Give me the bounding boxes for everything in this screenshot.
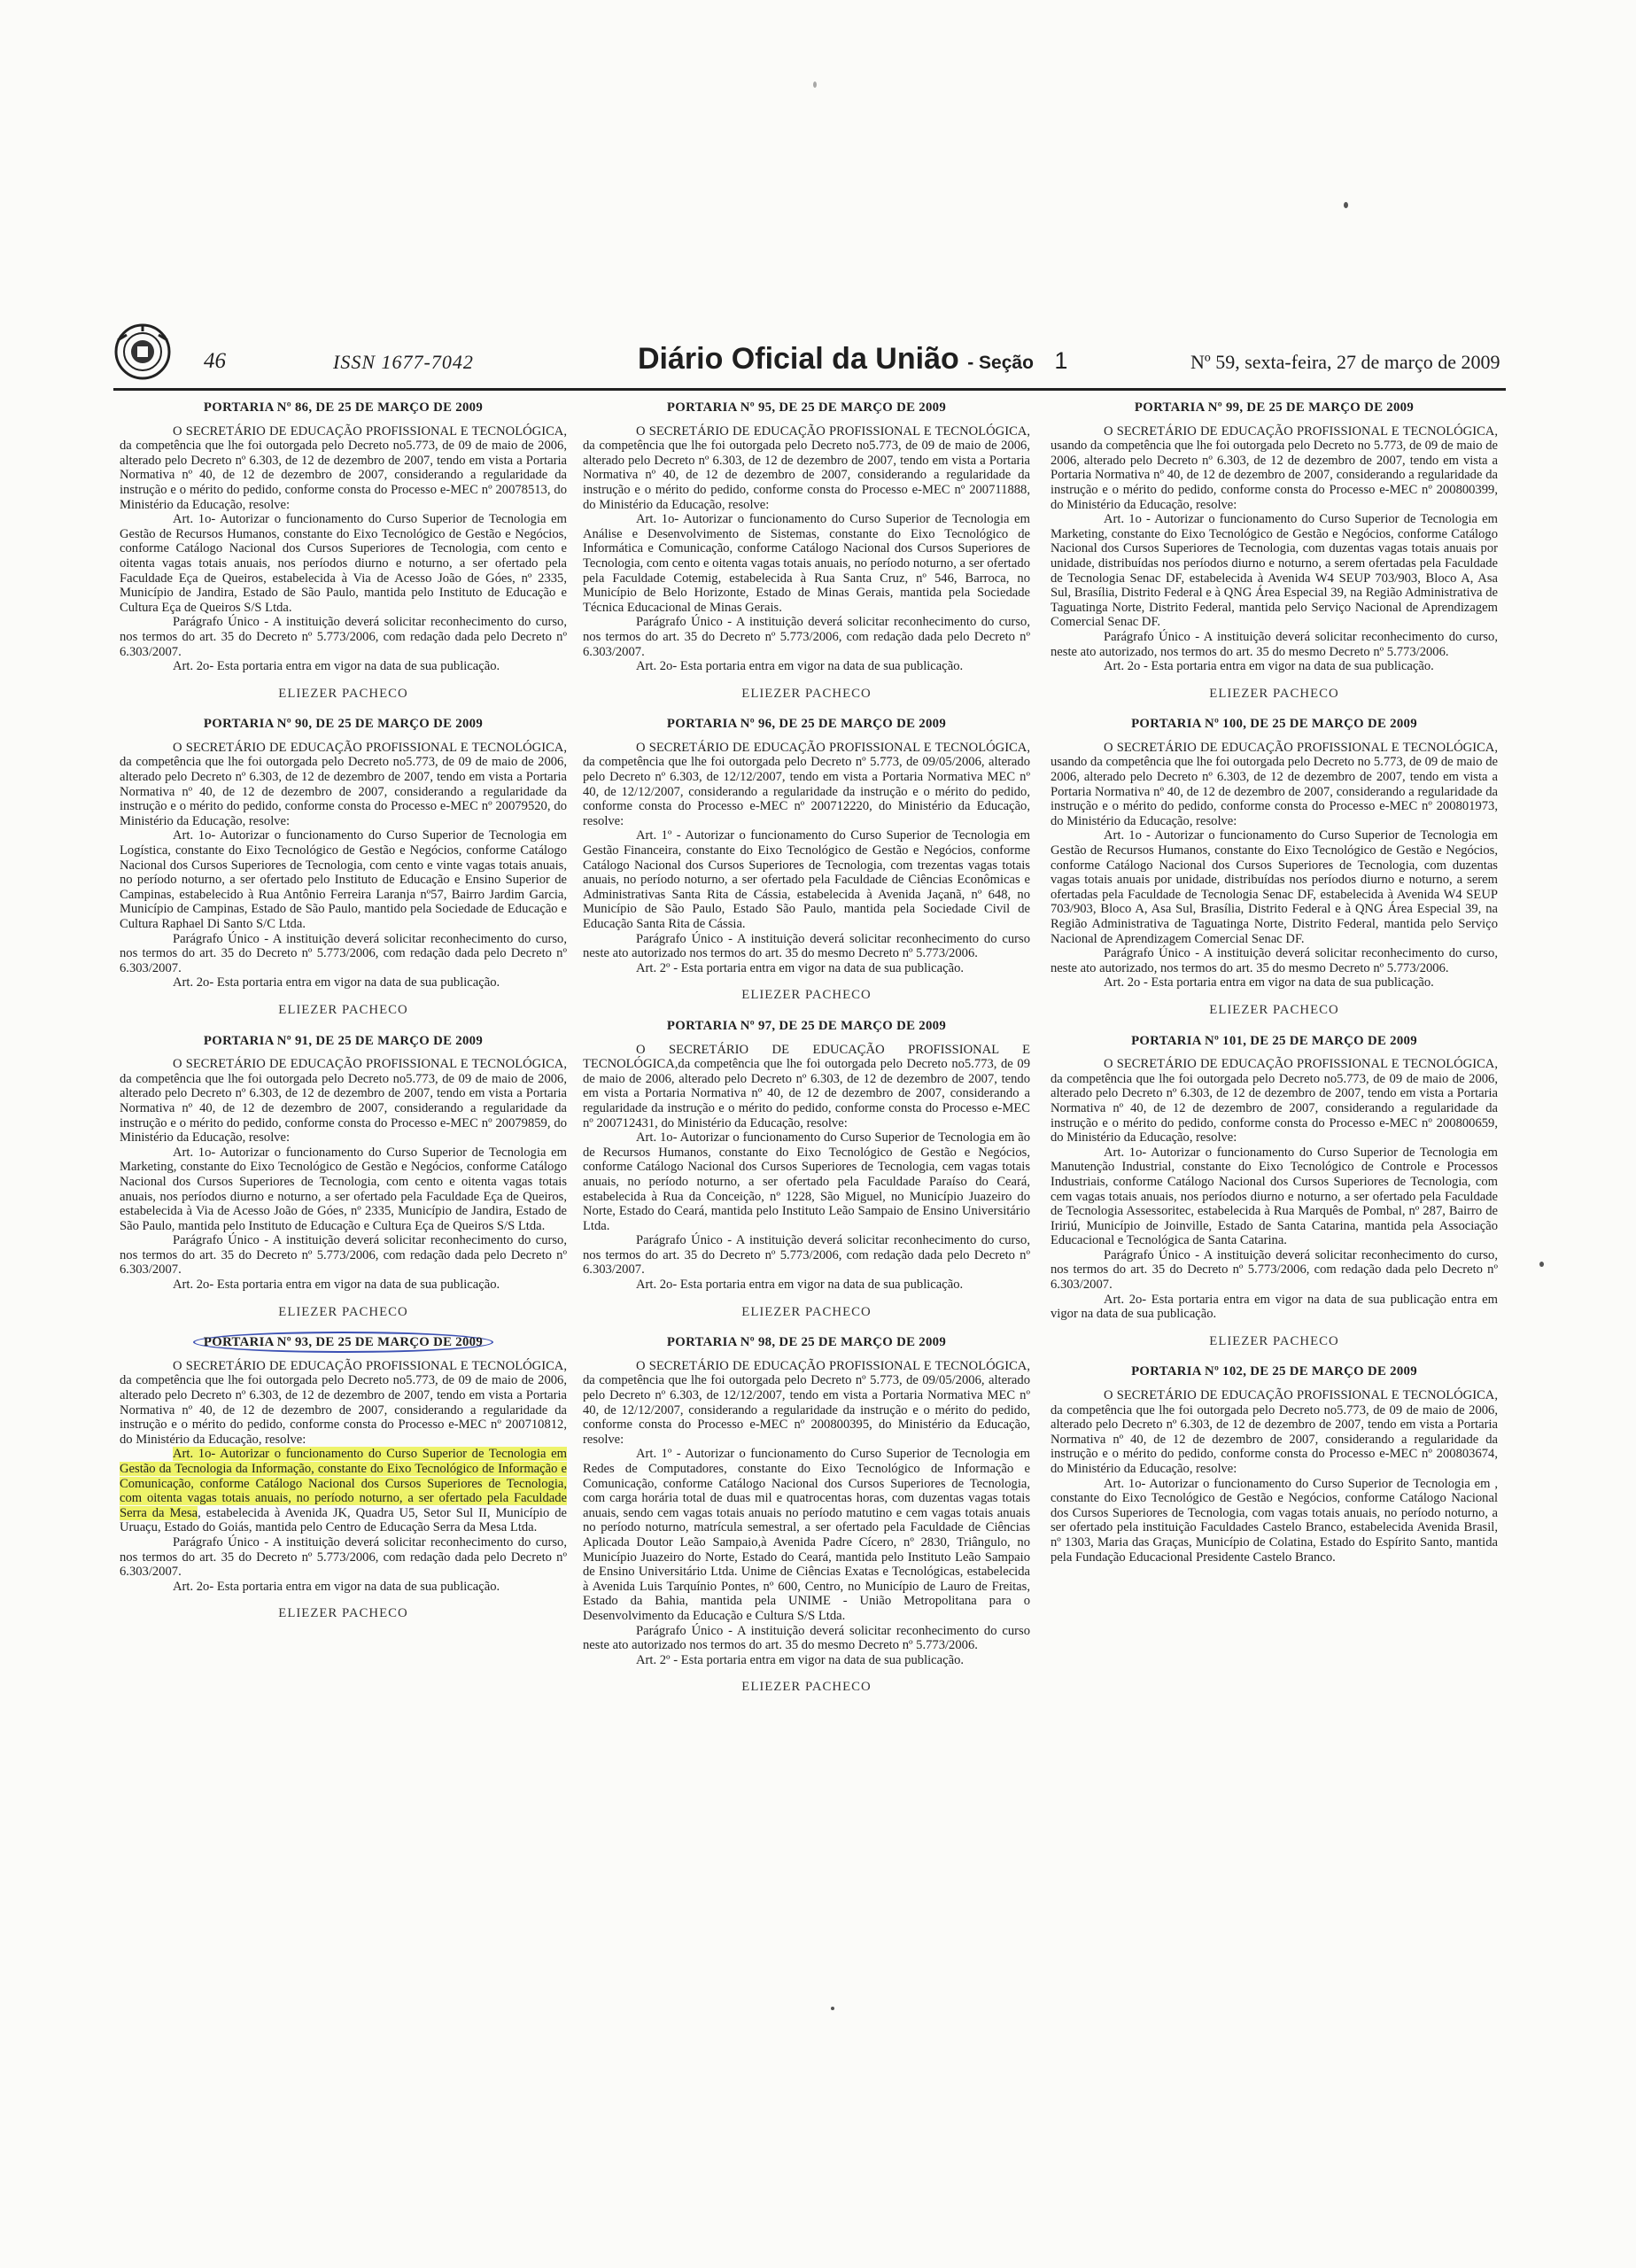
portaria-paragraph: Parágrafo Único - A instituição deverá solicitar reconhecimento do curso neste ato autorizado nos termos do art. 35 do mesmo Decreto nº 5.773/2006. bbox=[583, 1623, 1030, 1653]
portaria-99 bbox=[1051, 400, 1498, 701]
portaria-title: PORTARIA Nº 101, DE 25 DE MARÇO DE 2009 bbox=[1131, 1033, 1417, 1048]
portaria-102 bbox=[1051, 1364, 1498, 1565]
portaria-signature: ELIEZER PACHECO bbox=[1209, 686, 1339, 701]
portaria-article-1: Art. 1º - Autorizar o funcionamento do Curso Superior de Tecnologia em Redes de Computadores, constante do Eixo Tecnológico de Informação e Comunicação, conforme Catálogo Nacional dos Cursos Superiores de Tecnologia, com carga horária total de duas mil e quatrocentas horas, com duzentas vagas totais anuais, sendo cem vagas totais anuais no período matutino e cem vagas totais anuais no período noturno, matrícula semestral, a ser ofertado pela Faculdade de Ciências Aplicada Doutor Leão Sampaio,à Avenida Padre Cícero, nº 2830, Triângulo, no Município Juazeiro do Norte, Estado do Ceará, mantida pelo Instituto Leão Sampaio de Ensino Universitário Ltda. Unime de Ciências Exatas e Tecnológicas, estabelecida à Avenida Luis Tarquínio Pontes, nº 600, Centro, no Município de Lauro de Freitas, Estado da Bahia, mantida pela UNIME - União Metropolitana para o Desenvolvimento da Educação e Cultura S/S Ltda. bbox=[583, 1447, 1030, 1623]
portaria-96 bbox=[583, 717, 1030, 1003]
portaria-title: PORTARIA Nº 98, DE 25 DE MARÇO DE 2009 bbox=[666, 1335, 947, 1350]
portaria-article-1: Art. 1o - Autorizar o funcionamento do Curso Superior de Tecnologia em Marketing, constante do Eixo Tecnológico de Gestão e Negócios, conforme Catálogo Nacional dos Cursos Superiores de Tecnologia, com duzentas vagas totais anuais por unidade, distribuídas nos períodos diurno e noturno, a serem ofertadas pela Faculdade de Tecnologia Senac DF, estabelecida à Avenida W4 SEUP 703/903, Bloco A, Asa Sul, Brasília, Distrito Federal e à QNG Área Especial 39, na Região Administrativa de Taguatinga Norte, Distrito Federal, mantida pelo Serviço Nacional de Aprendizagem Comercial Senac DF. bbox=[1051, 512, 1498, 630]
portaria-article-1: Art. 1o- Autorizar o funcionamento do Curso Superior de Tecnologia em Análise e Desenvolvimento de Sistemas, constante do Eixo Tecnológico de Informática e Comunicação, conforme Catálogo Nacional dos Cursos Superiores de Tecnologia, com cento e oitenta vagas totais anuais, no período noturno, a ser ofertado pela Faculdade Cotemig, estabelecida à Rua Santa Cruz, nº 546, Barroca, no Município de Belo Horizonte, Estado de Minas Gerais, mantida pela Sociedade Técnica Educacional de Minas Gerais. bbox=[583, 512, 1030, 615]
portaria-signature: ELIEZER PACHECO bbox=[741, 1680, 872, 1695]
portaria-paragraph: Parágrafo Único - A instituição deverá solicitar reconhecimento do curso, nos termos do art. 35 do Decreto nº 5.773/2006, com redação dada pelo Decreto nº 6.303/2007. bbox=[1051, 1247, 1498, 1293]
portaria-signature: ELIEZER PACHECO bbox=[278, 1304, 408, 1319]
portaria-93 bbox=[120, 1335, 567, 1621]
circled-title-text: PORTARIA Nº 93, DE 25 DE MARÇO DE 2009 bbox=[193, 1332, 493, 1353]
portaria-title: PORTARIA Nº 96, DE 25 DE MARÇO DE 2009 bbox=[666, 717, 947, 732]
portaria-signature: ELIEZER PACHECO bbox=[1209, 1002, 1339, 1017]
portaria-preamble: O SECRETÁRIO DE EDUCAÇÃO PROFISSIONAL E TECNOLÓGICA, da competência que lhe foi outorgada pelo Decreto nº 5.773, de 09/05/2006, alterado pelo Decreto nº 6.303, de 12/12/2007, tendo em vista a Portaria Normativa MEC nº 40, de 12/12/2007, considerando a regularidade da instrução e o mérito do pedido, conforme consta do Processo e-MEC nº 200712220, do Ministério da Educação, resolve: bbox=[583, 740, 1030, 828]
portaria-90 bbox=[120, 717, 567, 1017]
portaria-95 bbox=[583, 400, 1030, 701]
portaria-title: PORTARIA Nº 97, DE 25 DE MARÇO DE 2009 bbox=[666, 1018, 947, 1033]
portaria-article-1: Art. 1o- Autorizar o funcionamento do Curso Superior de Tecnologia em , constante do Eixo Tecnológico de Gestão e Negócios, conforme Catálogo Nacional dos Cursos Superiores de Tecnologia, com vagas totais anuais, no período noturno, a ser ofertado pela instituição Faculdades Castelo Branco, estabelecida Avenida Brasil, nº 1303, Maria das Graças, Município de Colatina, Estado do Espírito Santo, mantida pela Fundação Educacional Presidente Castelo Branco. bbox=[1051, 1476, 1498, 1565]
portaria-title: PORTARIA Nº 86, DE 25 DE MARÇO DE 2009 bbox=[203, 400, 484, 415]
portaria-signature: ELIEZER PACHECO bbox=[278, 1606, 408, 1621]
portaria-title: PORTARIA Nº 100, DE 25 DE MARÇO DE 2009 bbox=[1131, 717, 1417, 732]
portaria-signature: ELIEZER PACHECO bbox=[1209, 1333, 1339, 1348]
scan-artifact bbox=[1539, 1262, 1544, 1267]
portaria-paragraph: Parágrafo Único - A instituição deverá solicitar reconhecimento do curso, nos termos do art. 35 do Decreto nº 5.773/2006, com redação dada pelo Decreto nº 6.303/2007. bbox=[583, 1233, 1030, 1278]
scan-artifact bbox=[813, 82, 817, 88]
portaria-98 bbox=[583, 1335, 1030, 1695]
scan-artifact bbox=[1344, 202, 1348, 208]
portaria-article-2: Art. 2o- Esta portaria entra em vigor na data de sua publicação. bbox=[173, 1579, 500, 1594]
portaria-article-1: Art. 1o- Autorizar o funcionamento do Curso Superior de Tecnologia em Gestão de Recursos Humanos, constante do Eixo Tecnológico de Gestão e Negócios, conforme Catálogo Nacional dos Cursos Superiores de Tecnologia, com cento e oitenta vagas totais anuais, nos períodos diurno e noturno, a ser ofertado pela Faculdade Eça de Queiros, estabelecida à Via de Acesso João de Góes, nº 2335, Município de Jandira, Estado de São Paulo, mantida pelo Instituto de Educação e Cultura Eça de Queiros S/S Ltda. bbox=[120, 512, 567, 615]
column-1 bbox=[120, 400, 567, 1637]
portaria-paragraph: Parágrafo Único - A instituição deverá solicitar reconhecimento do curso, nos termos do art. 35 do Decreto nº 5.773/2006, com redação dada pelo Decreto nº 6.303/2007. bbox=[120, 931, 567, 975]
portaria-article-1: Art. 1o- Autorizar o funcionamento do Curso Superior de Tecnologia em Manutenção Industrial, constante do Eixo Tecnológico de Controle e Processos Industriais, conforme Catálogo Nacional dos Cursos Superiores de Tecnologia, com cem vagas totais anuais, nos períodos diurno e noturno, a ser ofertado pela Faculdade de Tecnologia Assessoritec, estabelecida à Rua Marquês de Pombal, nº 287, Bairro de Iririú, Município de Joinville, Estado de Santa Catarina, mantida pela Associação Educacional e Tecnológica de Santa Catarina. bbox=[1051, 1145, 1498, 1248]
column-2 bbox=[583, 400, 1030, 1711]
portaria-preamble: O SECRETÁRIO DE EDUCAÇÃO PROFISSIONAL E TECNOLÓGICA, da competência que lhe foi outorgada pelo Decreto no5.773, de 09 de maio de 2006, alterado pelo Decreto nº 6.303, de 12 de dezembro de 2007, tendo em vista a Portaria Normativa nº 40, de 12 de dezembro de 2007, considerando a regularidade da instrução e o mérito do pedido, conforme consta do Processo e-MEC nº 20078513, do Ministério da Educação, resolve: bbox=[120, 423, 567, 512]
portaria-article-2: Art. 2o - Esta portaria entra em vigor na data de sua publicação. bbox=[1104, 975, 1434, 990]
journal-title bbox=[638, 342, 1067, 377]
portaria-paragraph: Parágrafo Único - A instituição deverá solicitar reconhecimento do curso, nos termos do art. 35 do Decreto nº 5.773/2006, com redação dada pelo Decreto nº 6.303/2007. bbox=[120, 1534, 567, 1580]
portaria-article-2: Art. 2o- Esta portaria entra em vigor na data de sua publicação. bbox=[636, 659, 964, 674]
section-number: 1 bbox=[1054, 347, 1068, 374]
portaria-article-1 bbox=[120, 1447, 567, 1535]
scan-artifact bbox=[831, 2007, 834, 2010]
portaria-title-circled bbox=[120, 1335, 567, 1350]
portaria-preamble: O SECRETÁRIO DE EDUCAÇÃO PROFISSIONAL E TECNOLÓGICA, da competência que lhe foi outorgada pelo Decreto no5.773, de 09 de maio de 2006, alterado pelo Decreto nº 6.303, de 12 de dezembro de 2007, tendo em vista a Portaria Normativa nº 40, de 12 de dezembro de 2007, considerando a regularidade da instrução e o mérito do pedido, conforme consta do Processo e-MEC nº 200800659, do Ministério da Educação, resolve: bbox=[1051, 1057, 1498, 1146]
portaria-article-2: Art. 2º - Esta portaria entra em vigor na data de sua publicação. bbox=[636, 960, 965, 975]
portaria-signature: ELIEZER PACHECO bbox=[741, 988, 872, 1003]
portaria-101 bbox=[1051, 1034, 1498, 1349]
portaria-article-1: Art. 1o- Autorizar o funcionamento do Curso Superior de Tecnologia em Logística, constante do Eixo Tecnológico de Gestão e Negócios, conforme Catálogo Nacional dos Cursos Superiores de Tecnologia, com cento e vinte vagas totais anuais, no período noturno, a ser ofertado pelo Instituto de Educação e Ensino Superior de Campinas, estabelecido à Rua Antônio Ferreira Laranja nº57, Bairro Jardim Garcia, Município de Campinas, Estado de São Paulo, mantido pela Sociedade de Educação e Cultura Raphael Di Santo S/C Ltda. bbox=[120, 828, 567, 931]
portaria-preamble: O SECRETÁRIO DE EDUCAÇÃO PROFISSIONAL E TECNOLÓGICA, da competência que lhe foi outorgada pelo Decreto nº 5.773, de 09/05/2006, alterado pelo Decreto nº 6.303, de 12/12/2007, tendo em vista a Portaria Normativa MEC nº 40, de 12/12/2007, considerando a regularidade da instrução e o mérito do pedido, conforme consta do Processo e-MEC nº 200800395, do Ministério da Educação, resolve: bbox=[583, 1358, 1030, 1447]
national-seal-icon bbox=[113, 322, 172, 381]
portaria-paragraph: Parágrafo Único - A instituição deverá solicitar reconhecimento do curso, neste ato autorizado, nos termos do art. 35 do mesmo Decreto nº 5.773/2006. bbox=[1051, 946, 1498, 975]
portaria-title: PORTARIA Nº 90, DE 25 DE MARÇO DE 2009 bbox=[203, 717, 484, 732]
portaria-article-1: Art. 1o - Autorizar o funcionamento do Curso Superior de Tecnologia em Gestão de Recursos Humanos, constante do Eixo Tecnológico de Gestão e Negócios, conforme Catálogo Nacional dos Cursos Superiores de Tecnologia, com duzentas vagas totais anuais por unidade, distribuídas nos períodos diurno e noturno, a serem ofertadas pela Faculdade de Tecnologia Senac DF, estabelecida à Avenida W4 SEUP 703/903, Bloco A, Asa Sul, Brasília, Distrito Federal e à QNG Área Especial 39, na Região Administrativa de Taguatinga Norte, Distrito Federal, mantida pelo Serviço Nacional de Aprendizagem Comercial Senac DF. bbox=[1051, 828, 1498, 946]
portaria-97 bbox=[583, 1019, 1030, 1319]
portaria-article-2: Art. 2o- Esta portaria entra em vigor na data de sua publicação entra em vigor na data de sua publicação. bbox=[1051, 1292, 1498, 1322]
portaria-title: PORTARIA Nº 91, DE 25 DE MARÇO DE 2009 bbox=[203, 1033, 484, 1048]
portaria-article-2: Art. 2o- Esta portaria entra em vigor na data de sua publicação. bbox=[173, 975, 500, 990]
issn: ISSN 1677-7042 bbox=[333, 351, 474, 373]
portaria-paragraph: Parágrafo Único - A instituição deverá solicitar reconhecimento do curso, nos termos do art. 35 do Decreto nº 5.773/2006, com redação dada pelo Decreto nº 6.303/2007. bbox=[120, 1233, 567, 1278]
portaria-preamble: O SECRETÁRIO DE EDUCAÇÃO PROFISSIONAL E TECNOLÓGICA, da competência que lhe foi outorgada pelo Decreto no5.773, de 09 de maio de 2006, alterado pelo Decreto nº 6.303, de 12 de dezembro de 2007, tendo em vista a Portaria Normativa nº 40, de 12 de dezembro de 2007, considerando a regularidade da instrução e o mérito do pedido, conforme consta do Processo e-MEC nº 20079859, do Ministério da Educação, resolve: bbox=[120, 1057, 567, 1146]
portaria-signature: ELIEZER PACHECO bbox=[741, 686, 872, 701]
portaria-preamble: O SECRETÁRIO DE EDUCAÇÃO PROFISSIONAL E TECNOLÓGICA, usando da competência que lhe foi outorgada pelo Decreto no 5.773, de 09 de maio de 2006, alterado pelo Decreto nº 6.303, de 12 de dezembro de 2007, tendo em vista a Portaria Normativa nº 40, de 12 de dezembro de 2007, considerando a regularidade da instrução e o mérito do pedido, conforme consta do Processo e-MEC nº 200801973, do Ministério da Educação, resolve: bbox=[1051, 740, 1498, 828]
page-header bbox=[113, 315, 1504, 388]
header-rule bbox=[113, 388, 1506, 391]
column-3 bbox=[1051, 400, 1498, 1581]
portaria-86 bbox=[120, 400, 567, 701]
portaria-title: PORTARIA Nº 95, DE 25 DE MARÇO DE 2009 bbox=[666, 400, 947, 415]
portaria-preamble: O SECRETÁRIO DE EDUCAÇÃO PROFISSIONAL E TECNOLÓGICA, da competência que lhe foi outorgada pelo Decreto no5.773, de 09 de maio de 2006, alterado pelo Decreto nº 6.303, de 12 de dezembro de 2007, tendo em vista a Portaria Normativa nº 40, de 12 de dezembro de 2007, considerando a regularidade da instrução e o mérito do pedido, conforme consta do Processo e-MEC nº 200711888, do Ministério da Educação, resolve: bbox=[583, 423, 1030, 512]
portaria-paragraph: Parágrafo Único - A instituição deverá solicitar reconhecimento do curso neste ato autorizado nos termos do art. 35 do mesmo Decreto nº 5.773/2006. bbox=[583, 931, 1030, 961]
portaria-paragraph: Parágrafo Único - A instituição deverá solicitar reconhecimento do curso, neste ato autorizado, nos termos do art. 35 do mesmo Decreto nº 5.773/2006. bbox=[1051, 629, 1498, 659]
article-1-rest: , estabelecida à Avenida JK, Quadra U5, Setor Sul II, Município de Uruaçu, Estado do Goiás, mantida pelo Centro de Educação Serra da Mesa Ltda. bbox=[120, 1505, 567, 1535]
portaria-signature: ELIEZER PACHECO bbox=[278, 1002, 408, 1017]
portaria-100 bbox=[1051, 717, 1498, 1017]
portaria-article-2: Art. 2o - Esta portaria entra em vigor na data de sua publicação. bbox=[1104, 659, 1434, 674]
portaria-preamble: O SECRETÁRIO DE EDUCAÇÃO PROFISSIONAL E TECNOLÓGICA, da competência que lhe foi outorgada pelo Decreto no5.773, de 09 de maio de 2006, alterado pelo Decreto nº 6.303, de 12 de dezembro de 2007, tendo em vista a Portaria Normativa nº 40, de 12 de dezembro de 2007, considerando a regularidade da instrução e o mérito do pedido, conforme consta do Processo e-MEC nº 20079520, do Ministério da Educação, resolve: bbox=[120, 740, 567, 828]
portaria-paragraph: Parágrafo Único - A instituição deverá solicitar reconhecimento do curso, nos termos do art. 35 do Decreto nº 5.773/2006, com redação dada pelo Decreto nº 6.303/2007. bbox=[583, 615, 1030, 659]
portaria-article-2: Art. 2o- Esta portaria entra em vigor na data de sua publicação. bbox=[636, 1278, 964, 1293]
portaria-preamble: O SECRETÁRIO DE EDUCAÇÃO PROFISSIONAL E TECNOLÓGICA, da competência que lhe foi outorgada pelo Decreto no5.773, de 09 de maio de 2006, alterado pelo Decreto nº 6.303, de 12 de dezembro de 2007, tendo em vista a Portaria Normativa nº 40, de 12 de dezembro de 2007, considerando a regularidade da instrução e o mérito do pedido, conforme consta do Processo e-MEC nº 200803674, do Ministério da Educação, resolve: bbox=[1051, 1388, 1498, 1476]
portaria-title: PORTARIA Nº 102, DE 25 DE MARÇO DE 2009 bbox=[1131, 1364, 1417, 1379]
portaria-article-2: Art. 2o- Esta portaria entra em vigor na data de sua publicação. bbox=[173, 1278, 500, 1293]
portaria-preamble: O SECRETÁRIO DE EDUCAÇÃO PROFISSIONAL E TECNOLÓGICA,da competência que lhe foi outorgada pelo Decreto no5.773, de 09 de maio de 2006, alterado pelo Decreto nº 6.303, de 12 de dezembro de 2007, tendo em vista a Portaria Normativa nº 40, de 12 de dezembro de 2007, considerando a regularidade da instrução e o mérito do pedido, conforme consta do Processo e-MEC nº 200712431, do Ministério da Educação, resolve: bbox=[583, 1042, 1030, 1130]
portaria-91 bbox=[120, 1034, 567, 1320]
portaria-preamble: O SECRETÁRIO DE EDUCAÇÃO PROFISSIONAL E TECNOLÓGICA, da competência que lhe foi outorgada pelo Decreto no5.773, de 09 de maio de 2006, alterado pelo Decreto nº 6.303, de 12 de dezembro de 2007, tendo em vista a Portaria Normativa nº 40, de 12 de dezembro de 2007, considerando a regularidade da instrução e o mérito do pedido, conforme consta do Processo e-MEC nº 200710812, do Ministério da Educação, resolve: bbox=[120, 1358, 567, 1447]
section-label: - Seção bbox=[967, 353, 1034, 373]
portaria-article-2: Art. 2º - Esta portaria entra em vigor na data de sua publicação. bbox=[636, 1652, 965, 1667]
journal-name: Diário Oficial da União bbox=[638, 342, 959, 376]
portaria-signature: ELIEZER PACHECO bbox=[741, 1304, 872, 1319]
portaria-title: PORTARIA Nº 99, DE 25 DE MARÇO DE 2009 bbox=[1134, 400, 1415, 415]
portaria-preamble: O SECRETÁRIO DE EDUCAÇÃO PROFISSIONAL E TECNOLÓGICA, usando da competência que lhe foi outorgada pelo Decreto no 5.773, de 09 de maio de 2006, alterado pelo Decreto nº 6.303, de 12 de dezembro de 2007, tendo em vista a Portaria Normativa nº 40, de 12 de dezembro de 2007, considerando a regularidade da instrução e o mérito do pedido, conforme consta do Processo e-MEC nº 200800399, do Ministério da Educação, resolve: bbox=[1051, 423, 1498, 512]
page-number: 46 bbox=[204, 349, 226, 373]
portaria-article-2: Art. 2o- Esta portaria entra em vigor na data de sua publicação. bbox=[173, 659, 500, 674]
portaria-article-1: Art. 1o- Autorizar o funcionamento do Curso Superior de Tecnologia em Marketing, constante do Eixo Tecnológico de Gestão e Negócios, conforme Catálogo Nacional dos Cursos Superiores de Tecnologia, com cento e oitenta vagas totais anuais, nos períodos diurno e noturno, a ser ofertado pela Faculdade Eça de Queiros, estabelecida à Via de Acesso João de Góes, nº 2335, Município de Jandira, Estado de São Paulo, mantida pelo Instituto de Educação e Cultura Eça de Queiros S/S Ltda. bbox=[120, 1145, 567, 1233]
issue-date: Nº 59, sexta-feira, 27 de março de 2009 bbox=[1190, 351, 1500, 373]
highlighted-text: Art. 1o- Autorizar o funcionamento do Curso Superior de Tecnologia em Gestão da Tecnologia da Informação, constante do Eixo Tecnológico de Informação e Comunicação, conforme Catálogo Nacional dos Cursos Superiores de Tecnologia, com oitenta vagas totais anuais, no período noturno, a ser ofertado pela Faculdade Serra da Mesa bbox=[120, 1447, 567, 1520]
portaria-signature: ELIEZER PACHECO bbox=[278, 686, 408, 701]
portaria-article-1: Art. 1o- Autorizar o funcionamento do Curso Superior de Tecnologia em ão de Recursos Humanos, constante do Eixo Tecnológico de Gestão e Negócios, conforme Catálogo Nacional dos Cursos Superiores de Tecnologia, cem vagas totais anuais, no período noturno, a ser ofertado pela Faculdade Paraíso do Ceará, estabelecida à Rua da Conceição, nº 1228, São Miguel, no Município Juazeiro do Norte, Estado do Ceará, mantida pelo Instituto Leão Sampaio de Ensino Universitário Ltda. bbox=[583, 1130, 1030, 1233]
portaria-article-1: Art. 1º - Autorizar o funcionamento do Curso Superior de Tecnologia em Gestão Financeira, constante do Eixo Tecnológico de Gestão e Negócios, conforme Catálogo Nacional dos Cursos Superiores de Tecnologia, com trezentas vagas totais anuais, no período noturno, a ser ofertado pela Faculdade de Ciências Econômicas e Administrativas Santa Rita de Cássia, estabelecida à Avenida Jaçanã, nº 648, no Município de São Paulo, Estado São Paulo, mantida pela Sociedade Civil de Educação Santa Rita de Cássia. bbox=[583, 828, 1030, 931]
portaria-paragraph: Parágrafo Único - A instituição deverá solicitar reconhecimento do curso, nos termos do art. 35 do Decreto nº 5.773/2006, com redação dada pelo Decreto nº 6.303/2007. bbox=[120, 615, 567, 659]
